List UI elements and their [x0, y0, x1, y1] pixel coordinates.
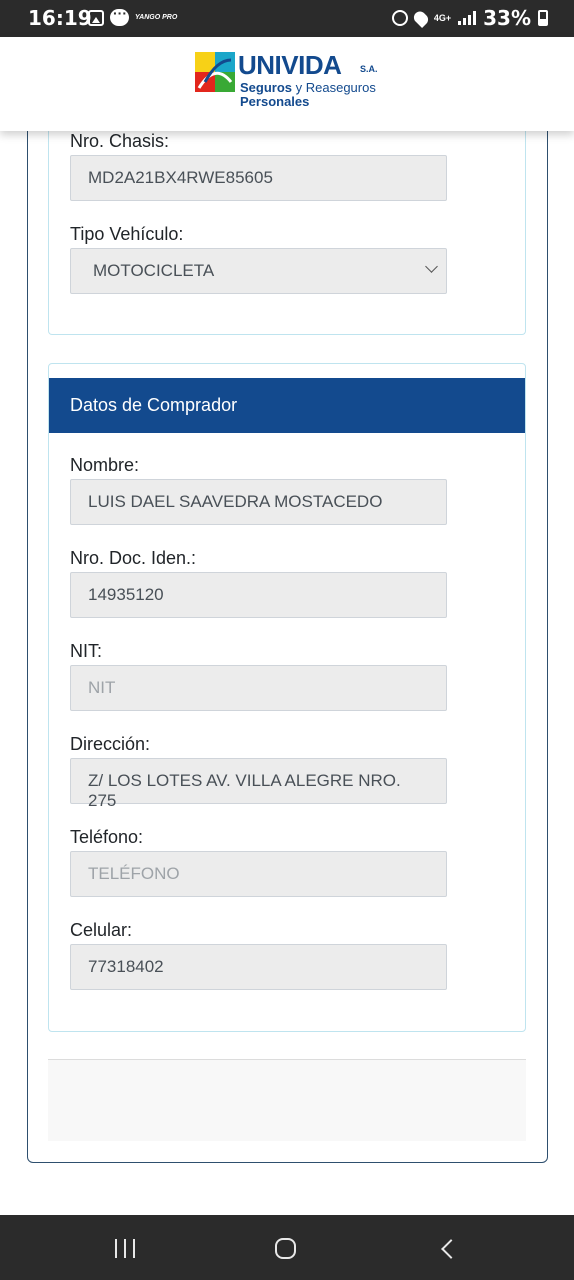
logo-suffix: S.A.: [360, 64, 378, 74]
direccion-label: Dirección:: [70, 734, 151, 754]
doc-iden-label: Nro. Doc. Iden.:: [70, 548, 197, 568]
battery-percent: 33%: [483, 6, 531, 30]
direccion-field[interactable]: Z/ LOS LOTES AV. VILLA ALEGRE NRO. 275: [70, 758, 447, 804]
chasis-label: Nro. Chasis:: [70, 131, 170, 151]
nombre-label: Nombre:: [70, 455, 140, 475]
battery-icon: [538, 10, 548, 26]
univida-logo[interactable]: [195, 51, 385, 111]
celular-label: Celular:: [70, 920, 133, 940]
nombre-field[interactable]: LUIS DAEL SAAVEDRA MOSTACEDO: [70, 479, 447, 525]
logo-tagline-bold: Seguros: [240, 80, 293, 95]
status-bar: [0, 0, 574, 37]
form-footer: [48, 1059, 526, 1141]
logo-name: UNIVIDA: [238, 50, 342, 80]
chasis-field[interactable]: MD2A21BX4RWE85605: [70, 155, 447, 201]
tipo-vehiculo-value: MOTOCICLETA: [93, 261, 215, 280]
network-type: 4G+: [433, 12, 452, 23]
chevron-down-icon: [425, 260, 438, 273]
location-icon: [411, 8, 430, 27]
back-icon[interactable]: [441, 1239, 461, 1259]
nit-label: NIT:: [70, 641, 103, 661]
buyer-section-title: Datos de Comprador: [70, 395, 238, 415]
logo-tagline-rest: y Reaseguros: [292, 80, 376, 95]
status-right-icons: [392, 6, 548, 30]
buyer-section-header: [49, 378, 525, 433]
tipo-vehiculo-select[interactable]: [70, 248, 447, 294]
telefono-label: Teléfono:: [70, 827, 144, 847]
status-time: 16:19: [28, 6, 92, 30]
app-header: [0, 37, 574, 131]
recents-icon[interactable]: [115, 1239, 135, 1258]
carrier-badge: YANGO PRO: [135, 14, 178, 21]
alarm-icon: [392, 10, 408, 26]
signal-icon: [458, 11, 476, 25]
logo-mark-icon: [195, 52, 235, 92]
telefono-field[interactable]: TELÉFONO: [70, 851, 447, 897]
home-icon[interactable]: [275, 1238, 296, 1259]
celular-field[interactable]: 77318402: [70, 944, 447, 990]
logo-tagline-1: [240, 80, 376, 95]
status-left-icons: [88, 9, 177, 26]
chat-icon: [110, 9, 129, 26]
navigation-bar: [0, 1215, 574, 1280]
nit-field[interactable]: NIT: [70, 665, 447, 711]
tipo-vehiculo-label: Tipo Vehículo:: [70, 224, 184, 244]
image-icon: [88, 10, 104, 26]
doc-iden-field[interactable]: 14935120: [70, 572, 447, 618]
logo-tagline-2: Personales: [240, 94, 310, 109]
